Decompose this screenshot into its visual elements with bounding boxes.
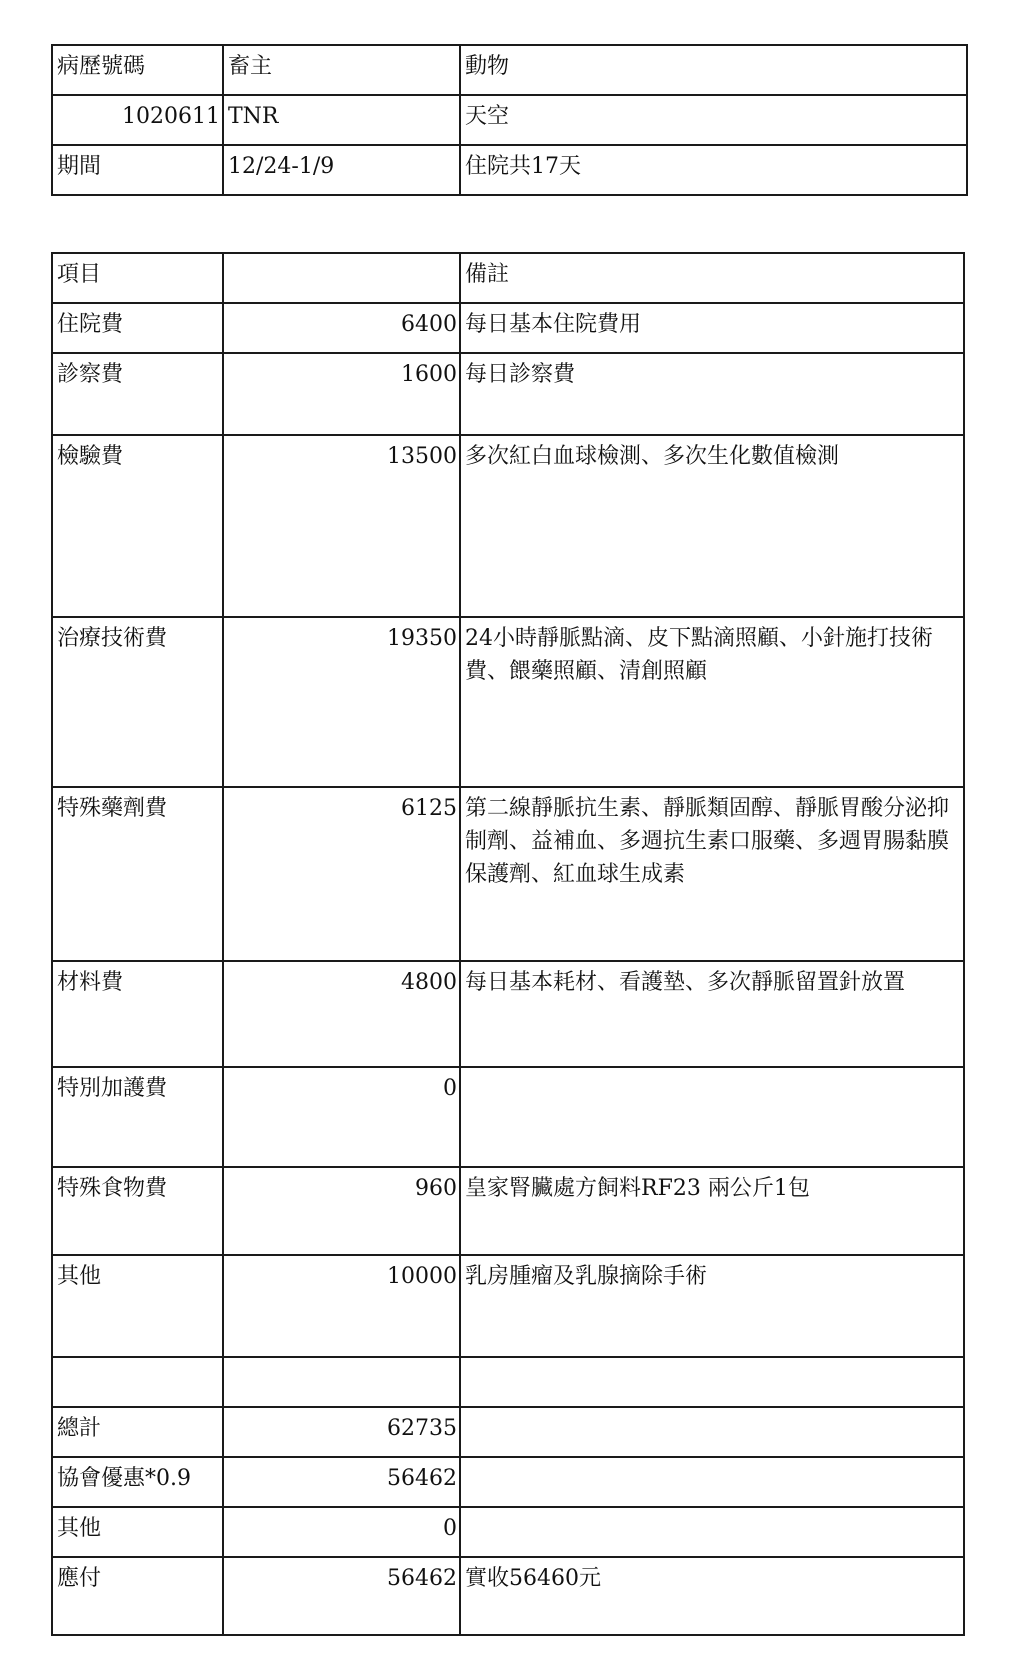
item-cell: 總計 [52, 1407, 223, 1457]
note-cell: 第二線靜脈抗生素、靜脈類固醇、靜脈胃酸分泌抑制劑、益補血、多週抗生素口服藥、多週胃腸黏膜保護劑、紅血球生成素 [460, 787, 964, 961]
table-row [52, 1507, 964, 1557]
amount-cell: 56462 [223, 1557, 460, 1635]
note-cell: 每日基本耗材、看護墊、多次靜脈留置針放置 [460, 961, 964, 1067]
animal-label: 動物 [460, 45, 967, 95]
amount-cell: 6400 [223, 303, 460, 353]
record-no-value: 1020611 [52, 95, 223, 145]
table-row [52, 435, 964, 617]
note-cell [460, 1357, 964, 1407]
note-cell: 乳房腫瘤及乳腺摘除手術 [460, 1255, 964, 1357]
owner-label: 畜主 [223, 45, 460, 95]
item-column-header: 項目 [52, 253, 223, 303]
amount-cell [223, 1357, 460, 1407]
table-row [52, 353, 964, 435]
item-cell: 其他 [52, 1507, 223, 1557]
fee-table-header-row [52, 253, 964, 303]
note-cell: 24小時靜脈點滴、皮下點滴照顧、小針施打技術費、餵藥照顧、清創照顧 [460, 617, 964, 787]
table-row [52, 617, 964, 787]
note-cell [460, 1457, 964, 1507]
item-cell: 特別加護費 [52, 1067, 223, 1167]
amount-cell: 0 [223, 1067, 460, 1167]
period-row [52, 145, 967, 195]
table-row [52, 961, 964, 1067]
item-cell: 應付 [52, 1557, 223, 1635]
discount-row [52, 1457, 964, 1507]
animal-value: 天空 [460, 95, 967, 145]
fee-table [51, 252, 965, 1636]
note-column-header: 備註 [460, 253, 964, 303]
note-cell: 多次紅白血球檢測、多次生化數值檢測 [460, 435, 964, 617]
amount-cell: 0 [223, 1507, 460, 1557]
note-cell [460, 1407, 964, 1457]
item-cell: 特殊藥劑費 [52, 787, 223, 961]
amount-cell: 4800 [223, 961, 460, 1067]
note-cell [460, 1067, 964, 1167]
note-cell: 每日診察費 [460, 353, 964, 435]
table-row [52, 787, 964, 961]
patient-info-table [51, 44, 968, 196]
amount-cell: 56462 [223, 1457, 460, 1507]
stay-value: 住院共17天 [460, 145, 967, 195]
item-cell: 協會優惠*0.9 [52, 1457, 223, 1507]
amount-cell: 960 [223, 1167, 460, 1255]
payable-row [52, 1557, 964, 1635]
amount-cell: 1600 [223, 353, 460, 435]
item-cell [52, 1357, 223, 1407]
note-cell: 每日基本住院費用 [460, 303, 964, 353]
amount-cell: 10000 [223, 1255, 460, 1357]
amount-cell: 6125 [223, 787, 460, 961]
item-cell: 檢驗費 [52, 435, 223, 617]
amount-cell: 19350 [223, 617, 460, 787]
header-label-row [52, 45, 967, 95]
item-cell: 住院費 [52, 303, 223, 353]
table-row [52, 1167, 964, 1255]
amount-cell: 62735 [223, 1407, 460, 1457]
item-cell: 診察費 [52, 353, 223, 435]
table-row [52, 303, 964, 353]
record-no-label: 病歷號碼 [52, 45, 223, 95]
table-row [52, 1357, 964, 1407]
header-value-row [52, 95, 967, 145]
period-label: 期間 [52, 145, 223, 195]
amount-cell: 13500 [223, 435, 460, 617]
table-row [52, 1067, 964, 1167]
owner-value: TNR [223, 95, 460, 145]
note-cell: 皇家腎臟處方飼料RF23 兩公斤1包 [460, 1167, 964, 1255]
item-cell: 治療技術費 [52, 617, 223, 787]
total-row [52, 1407, 964, 1457]
period-value: 12/24-1/9 [223, 145, 460, 195]
item-cell: 特殊食物費 [52, 1167, 223, 1255]
table-row [52, 1255, 964, 1357]
item-cell: 材料費 [52, 961, 223, 1067]
note-cell [460, 1507, 964, 1557]
item-cell: 其他 [52, 1255, 223, 1357]
note-cell: 實收56460元 [460, 1557, 964, 1635]
amount-column-header [223, 253, 460, 303]
